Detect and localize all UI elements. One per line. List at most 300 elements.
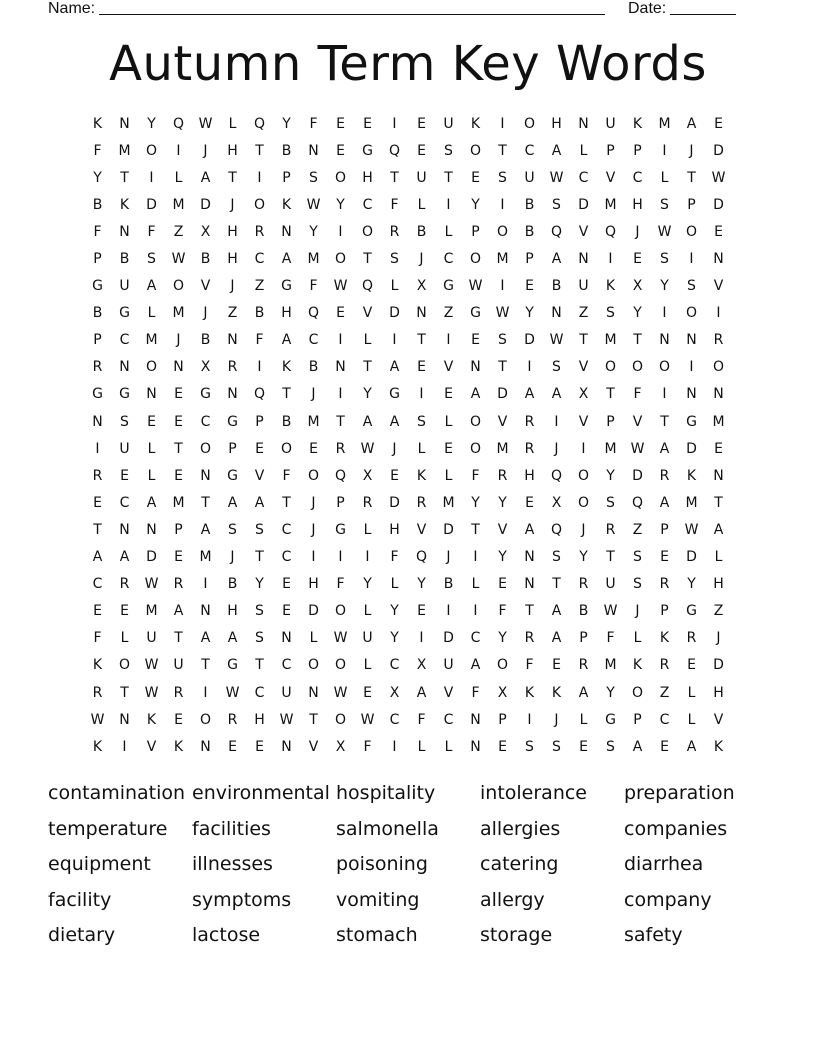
grid-letter: J	[203, 305, 208, 322]
grid-letter: J	[581, 521, 586, 538]
word-bank-item: preparation	[624, 782, 735, 804]
grid-letter: B	[200, 251, 211, 268]
grid-letter: D	[497, 386, 508, 403]
grid-letter: W	[468, 278, 483, 295]
grid-letter: M	[307, 413, 320, 430]
grid-letter: S	[498, 169, 507, 186]
grid-letter: W	[711, 169, 726, 186]
grid-letter: O	[307, 467, 320, 484]
grid-letter: Q	[550, 521, 563, 538]
grid-letter: Y	[471, 494, 480, 511]
grid-letter: F	[417, 711, 426, 728]
grid-letter: F	[309, 278, 318, 295]
grid-letter: Z	[443, 305, 454, 322]
grid-letter: E	[660, 738, 669, 755]
grid-letter: E	[336, 142, 345, 159]
grid-letter: J	[203, 142, 208, 159]
grid-row	[84, 462, 732, 489]
grid-letter: S	[633, 549, 642, 566]
grid-letter: C	[443, 711, 454, 728]
grid-letter: A	[470, 386, 481, 403]
grid-letter: O	[280, 440, 293, 457]
grid-letter: A	[551, 142, 562, 159]
grid-letter: I	[203, 576, 208, 593]
grid-letter: M	[685, 494, 698, 511]
grid-letter: E	[255, 738, 264, 755]
grid-letter: V	[632, 413, 643, 430]
grid-letter: P	[633, 142, 642, 159]
grid-letter: J	[635, 603, 640, 620]
grid-letter: I	[446, 196, 451, 213]
grid-letter: G	[605, 711, 616, 728]
grid-letter: A	[551, 630, 562, 647]
grid-letter: S	[633, 576, 642, 593]
grid-letter: G	[686, 413, 697, 430]
grid-letter: J	[554, 440, 559, 457]
grid-letter: K	[470, 115, 481, 132]
grid-letter: R	[173, 684, 184, 701]
grid-letter: K	[146, 711, 157, 728]
grid-letter: J	[230, 549, 235, 566]
grid-letter: N	[470, 738, 481, 755]
grid-letter: R	[119, 576, 130, 593]
date-field[interactable]	[670, 0, 736, 15]
grid-letter: A	[551, 386, 562, 403]
grid-letter: A	[578, 684, 589, 701]
grid-letter: D	[578, 196, 589, 213]
grid-letter: A	[389, 359, 400, 376]
grid-letter: N	[686, 386, 697, 403]
grid-letter: T	[174, 630, 183, 647]
grid-letter: M	[604, 440, 617, 457]
grid-letter: G	[227, 413, 238, 430]
grid-letter: R	[524, 440, 535, 457]
grid-letter: Q	[415, 549, 428, 566]
grid-letter: F	[390, 196, 399, 213]
grid-letter: N	[713, 251, 724, 268]
grid-letter: P	[687, 196, 696, 213]
grid-letter: K	[632, 115, 643, 132]
grid-letter: M	[118, 142, 131, 159]
grid-letter: Y	[498, 494, 507, 511]
grid-letter: E	[174, 711, 183, 728]
grid-letter: Y	[606, 467, 615, 484]
grid-letter: I	[95, 440, 100, 457]
grid-letter: O	[631, 359, 644, 376]
grid-letter: M	[145, 332, 158, 349]
grid-letter: R	[92, 684, 103, 701]
grid-letter: F	[525, 657, 534, 674]
grid-letter: P	[498, 711, 507, 728]
grid-letter: I	[392, 115, 397, 132]
grid-letter: S	[147, 251, 156, 268]
grid-letter: W	[333, 278, 348, 295]
grid-letter: M	[658, 115, 671, 132]
grid-letter: U	[146, 630, 157, 647]
grid-row	[84, 354, 732, 381]
grid-letter: Y	[633, 305, 642, 322]
grid-letter: R	[227, 711, 238, 728]
grid-letter: K	[524, 684, 535, 701]
grid-letter: F	[336, 576, 345, 593]
grid-letter: K	[605, 278, 616, 295]
grid-letter: S	[606, 305, 615, 322]
grid-letter: L	[444, 738, 453, 755]
grid-letter: T	[201, 494, 210, 511]
grid-letter: P	[633, 711, 642, 728]
grid-letter: Y	[336, 196, 345, 213]
grid-letter: R	[578, 657, 589, 674]
grid-letter: C	[308, 332, 319, 349]
grid-row	[84, 218, 732, 245]
grid-letter: T	[120, 684, 129, 701]
grid-letter: Q	[631, 494, 644, 511]
grid-letter: O	[577, 467, 590, 484]
grid-letter: P	[606, 142, 615, 159]
grid-letter: A	[416, 684, 427, 701]
grid-letter: T	[714, 494, 723, 511]
grid-letter: T	[498, 142, 507, 159]
grid-letter: D	[713, 657, 724, 674]
word-bank-item: catering	[480, 853, 559, 875]
grid-letter: M	[172, 305, 185, 322]
grid-letter: E	[417, 359, 426, 376]
grid-letter: L	[390, 576, 399, 593]
grid-letter: E	[417, 142, 426, 159]
grid-letter: Y	[282, 115, 291, 132]
grid-letter: K	[713, 738, 724, 755]
grid-letter: M	[496, 251, 509, 268]
word-bank-item: contamination	[48, 782, 186, 804]
grid-letter: V	[497, 413, 508, 430]
grid-letter: E	[363, 684, 372, 701]
grid-letter: X	[200, 223, 211, 240]
grid-letter: S	[498, 332, 507, 349]
grid-letter: G	[281, 278, 292, 295]
grid-letter: P	[228, 440, 237, 457]
grid-letter: Q	[307, 305, 320, 322]
grid-letter: Z	[659, 684, 670, 701]
grid-letter: B	[281, 413, 292, 430]
grid-letter: A	[173, 603, 184, 620]
grid-letter: X	[416, 278, 427, 295]
grid-letter: S	[309, 169, 318, 186]
grid-row	[84, 598, 732, 625]
grid-letter: M	[172, 196, 185, 213]
word-bank-item: facilities	[192, 817, 271, 840]
grid-letter: T	[390, 169, 399, 186]
grid-letter: M	[145, 603, 158, 620]
grid-letter: M	[496, 440, 509, 457]
grid-letter: I	[662, 142, 667, 159]
grid-letter: I	[338, 549, 343, 566]
page-title: Autumn Term Key Words	[109, 36, 707, 92]
grid-letter: N	[119, 223, 130, 240]
grid-letter: J	[446, 549, 451, 566]
grid-letter: H	[227, 603, 238, 620]
grid-letter: E	[282, 576, 291, 593]
grid-letter: A	[281, 332, 292, 349]
grid-letter: C	[470, 630, 481, 647]
grid-letter: K	[92, 657, 103, 674]
grid-letter: H	[254, 711, 265, 728]
grid-letter: H	[362, 169, 373, 186]
grid-letter: A	[659, 494, 670, 511]
grid-letter: C	[254, 251, 265, 268]
grid-letter: T	[255, 549, 264, 566]
grid-letter: S	[552, 549, 561, 566]
grid-letter: Y	[687, 576, 696, 593]
grid-letter: K	[281, 196, 292, 213]
grid-letter: J	[176, 332, 181, 349]
grid-letter: M	[172, 494, 185, 511]
grid-letter: T	[525, 603, 534, 620]
grid-letter: K	[632, 657, 643, 674]
grid-letter: E	[471, 169, 480, 186]
grid-letter: M	[604, 332, 617, 349]
grid-letter: J	[230, 278, 235, 295]
grid-letter: T	[309, 711, 318, 728]
grid-letter: O	[334, 657, 347, 674]
grid-letter: Y	[498, 630, 507, 647]
grid-letter: U	[524, 169, 535, 186]
word-bank-item: storage	[480, 924, 553, 946]
word-bank-item: vomiting	[336, 888, 420, 911]
grid-row	[84, 381, 732, 408]
grid-letter: R	[524, 413, 535, 430]
grid-letter: N	[659, 332, 670, 349]
grid-letter: K	[659, 630, 670, 647]
grid-letter: E	[390, 467, 399, 484]
grid-letter: A	[524, 386, 535, 403]
grid-letter: O	[145, 359, 158, 376]
grid-letter: V	[308, 738, 319, 755]
grid-letter: A	[254, 494, 265, 511]
name-field[interactable]	[99, 0, 605, 15]
grid-letter: G	[362, 142, 373, 159]
grid-letter: P	[660, 603, 669, 620]
grid-letter: I	[203, 684, 208, 701]
grid-letter: E	[444, 440, 453, 457]
grid-letter: K	[281, 359, 292, 376]
grid-letter: U	[416, 169, 427, 186]
grid-letter: V	[713, 711, 724, 728]
grid-letter: E	[525, 278, 534, 295]
grid-letter: I	[581, 440, 586, 457]
grid-letter: B	[308, 359, 319, 376]
grid-row	[84, 300, 732, 327]
grid-letter: W	[144, 576, 159, 593]
grid-letter: T	[363, 359, 372, 376]
grid-letter: Y	[147, 115, 156, 132]
grid-letter: W	[144, 657, 159, 674]
grid-letter: E	[579, 738, 588, 755]
grid-letter: N	[227, 386, 238, 403]
grid-letter: F	[309, 115, 318, 132]
grid-letter: N	[92, 413, 103, 430]
grid-letter: O	[172, 278, 185, 295]
grid-letter: L	[444, 467, 453, 484]
grid-letter: E	[174, 467, 183, 484]
word-bank-item: equipment	[48, 853, 151, 875]
grid-letter: V	[578, 223, 589, 240]
grid-letter: I	[500, 115, 505, 132]
grid-letter: S	[660, 196, 669, 213]
word-bank-item: safety	[624, 924, 683, 946]
grid-letter: K	[173, 738, 184, 755]
grid-letter: F	[498, 603, 507, 620]
grid-letter: C	[524, 142, 535, 159]
grid-letter: R	[389, 223, 400, 240]
grid-letter: O	[631, 684, 644, 701]
grid-letter: R	[227, 359, 238, 376]
grid-letter: U	[362, 630, 373, 647]
grid-letter: B	[524, 223, 535, 240]
grid-letter: N	[416, 305, 427, 322]
grid-letter: N	[119, 711, 130, 728]
grid-letter: B	[92, 196, 103, 213]
grid-letter: I	[392, 738, 397, 755]
grid-letter: F	[147, 223, 156, 240]
grid-letter: S	[417, 413, 426, 430]
grid-letter: I	[257, 169, 262, 186]
grid-letter: Q	[253, 115, 266, 132]
grid-letter: C	[200, 413, 211, 430]
grid-letter: P	[255, 413, 264, 430]
grid-letter: A	[551, 251, 562, 268]
grid-letter: N	[335, 359, 346, 376]
word-bank-item: stomach	[336, 924, 418, 946]
grid-letter: M	[307, 251, 320, 268]
grid-letter: K	[551, 684, 562, 701]
grid-row	[84, 544, 732, 571]
grid-letter: I	[176, 142, 181, 159]
grid-letter: I	[311, 549, 316, 566]
grid-letter: S	[606, 738, 615, 755]
letter-grid	[84, 110, 732, 760]
grid-letter: I	[419, 386, 424, 403]
word-bank-item: allergies	[480, 817, 561, 840]
grid-letter: Z	[632, 521, 643, 538]
grid-letter: F	[282, 467, 291, 484]
grid-letter: T	[255, 657, 264, 674]
grid-letter: T	[201, 657, 210, 674]
grid-letter: F	[93, 223, 102, 240]
grid-letter: X	[200, 359, 211, 376]
grid-letter: A	[659, 440, 670, 457]
grid-letter: L	[147, 305, 156, 322]
grid-letter: I	[365, 549, 370, 566]
grid-letter: S	[552, 196, 561, 213]
grid-letter: I	[122, 738, 127, 755]
grid-letter: U	[173, 657, 184, 674]
grid-letter: J	[311, 386, 316, 403]
grid-letter: A	[389, 413, 400, 430]
grid-letter: Y	[417, 576, 426, 593]
grid-letter: A	[146, 278, 157, 295]
grid-letter: M	[604, 657, 617, 674]
grid-letter: E	[228, 738, 237, 755]
grid-letter: Q	[604, 223, 617, 240]
grid-letter: Y	[390, 603, 399, 620]
grid-letter: R	[362, 494, 373, 511]
word-bank-item: illnesses	[192, 853, 273, 875]
grid-letter: A	[362, 413, 373, 430]
grid-letter: N	[200, 603, 211, 620]
grid-letter: V	[200, 278, 211, 295]
grid-letter: S	[255, 630, 264, 647]
grid-letter: N	[524, 576, 535, 593]
date-label: Date:	[628, 0, 667, 17]
grid-letter: J	[689, 142, 694, 159]
grid-letter: G	[335, 521, 346, 538]
grid-letter: C	[92, 576, 103, 593]
grid-letter: R	[416, 494, 427, 511]
grid-letter: A	[551, 603, 562, 620]
grid-letter: B	[119, 251, 130, 268]
grid-letter: A	[632, 738, 643, 755]
grid-letter: E	[714, 223, 723, 240]
grid-letter: I	[662, 305, 667, 322]
grid-letter: Q	[361, 278, 374, 295]
grid-letter: T	[606, 386, 615, 403]
grid-letter: Z	[713, 603, 724, 620]
grid-letter: J	[311, 521, 316, 538]
grid-letter: W	[306, 196, 321, 213]
grid-letter: U	[119, 440, 130, 457]
grid-letter: I	[419, 630, 424, 647]
grid-letter: I	[446, 603, 451, 620]
grid-letter: D	[389, 494, 400, 511]
grid-letter: O	[469, 142, 482, 159]
grid-letter: W	[198, 115, 213, 132]
grid-letter: Y	[255, 576, 264, 593]
grid-letter: I	[527, 359, 532, 376]
grid-letter: C	[389, 711, 400, 728]
grid-letter: R	[497, 467, 508, 484]
grid-letter: C	[254, 684, 265, 701]
grid-letter: E	[714, 440, 723, 457]
grid-letter: O	[307, 657, 320, 674]
grid-letter: F	[471, 684, 480, 701]
grid-letter: Y	[309, 223, 318, 240]
grid-letter: L	[417, 738, 426, 755]
grid-letter: E	[309, 440, 318, 457]
grid-letter: W	[630, 440, 645, 457]
grid-letter: J	[311, 494, 316, 511]
grid-letter: R	[92, 467, 103, 484]
grid-letter: Y	[606, 684, 615, 701]
grid-letter: V	[578, 359, 589, 376]
grid-letter: C	[119, 332, 130, 349]
grid-letter: L	[363, 657, 372, 674]
grid-letter: O	[712, 359, 725, 376]
date-group	[628, 0, 736, 18]
grid-letter: E	[336, 305, 345, 322]
grid-letter: E	[525, 494, 534, 511]
grid-letter: J	[716, 630, 721, 647]
grid-letter: R	[173, 576, 184, 593]
grid-letter: I	[338, 332, 343, 349]
grid-letter: E	[552, 657, 561, 674]
grid-letter: O	[577, 494, 590, 511]
grid-letter: H	[281, 305, 292, 322]
header-line	[48, 0, 748, 20]
grid-letter: U	[605, 576, 616, 593]
grid-letter: W	[360, 711, 375, 728]
grid-letter: B	[416, 223, 427, 240]
grid-letter: P	[93, 332, 102, 349]
